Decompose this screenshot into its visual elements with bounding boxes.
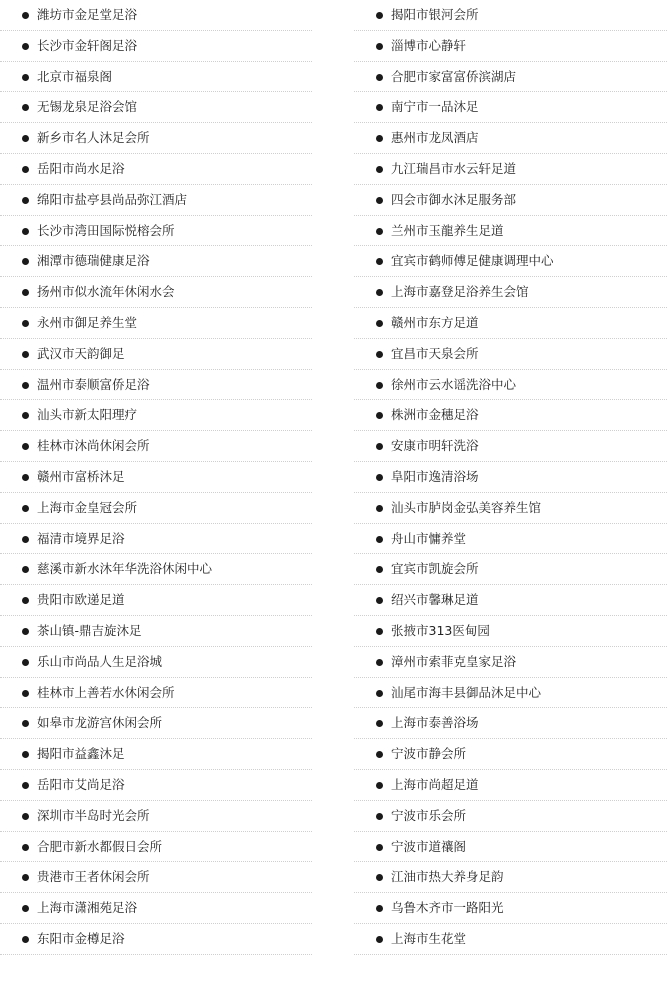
bullet-icon: [376, 43, 383, 50]
bullet-icon: [376, 566, 383, 573]
store-link[interactable]: 上海市潇湘苑足浴: [37, 900, 138, 916]
store-link[interactable]: 贵港市王者休闲会所: [37, 869, 150, 885]
store-list-item: [0, 185, 312, 216]
store-list-item: [354, 462, 667, 493]
store-list-item: [354, 616, 667, 647]
store-link[interactable]: 漳州市索菲克皇家足浴: [391, 653, 517, 669]
store-link[interactable]: 无锡龙泉足浴会馆: [37, 99, 138, 115]
store-list-item: [0, 62, 312, 93]
store-link[interactable]: 株洲市金穗足浴: [391, 407, 479, 423]
store-link[interactable]: 宁波市乐会所: [391, 807, 467, 823]
bullet-icon: [376, 289, 383, 296]
store-list-item: [354, 801, 667, 832]
store-list-item: [354, 400, 667, 431]
bullet-icon: [22, 597, 29, 604]
store-link[interactable]: 湘潭市德瑞健康足浴: [37, 253, 150, 269]
bullet-icon: [22, 12, 29, 19]
store-list-item: [0, 431, 312, 462]
bullet-icon: [376, 443, 383, 450]
store-link[interactable]: 岳阳市尚水足浴: [37, 160, 125, 176]
store-list-item: [0, 462, 312, 493]
store-list-item: [354, 708, 667, 739]
store-link[interactable]: 汕尾市海丰县御品沐足中心: [391, 684, 542, 700]
store-list-item: [0, 277, 312, 308]
bullet-icon: [376, 166, 383, 173]
bullet-icon: [376, 197, 383, 204]
store-link[interactable]: 江油市热大养身足韵: [391, 869, 504, 885]
store-list-item: [354, 431, 667, 462]
bullet-icon: [376, 720, 383, 727]
store-list-item: [354, 92, 667, 123]
right-store-list: [354, 0, 667, 955]
store-link[interactable]: 如皋市龙游宫休闲会所: [37, 715, 163, 731]
store-list-item: [354, 185, 667, 216]
bullet-icon: [22, 474, 29, 481]
store-list-item: [0, 339, 312, 370]
store-link[interactable]: 潍坊市金足堂足浴: [37, 7, 138, 22]
bullet-icon: [376, 135, 383, 142]
bullet-icon: [22, 536, 29, 543]
store-list-item: [354, 678, 667, 709]
store-list-item: [0, 893, 312, 924]
store-link[interactable]: 深圳市半岛时光会所: [37, 807, 150, 823]
store-list-item: [354, 493, 667, 524]
store-link[interactable]: 绍兴市馨琳足道: [391, 592, 479, 608]
bullet-icon: [22, 228, 29, 235]
store-link[interactable]: 慈溪市新水沐年华洗浴休闲中心: [37, 561, 213, 577]
bullet-icon: [22, 720, 29, 727]
bullet-icon: [22, 905, 29, 912]
bullet-icon: [376, 597, 383, 604]
store-list-item: [354, 585, 667, 616]
store-list-item: [0, 832, 312, 863]
bullet-icon: [376, 536, 383, 543]
bullet-icon: [376, 874, 383, 881]
store-link[interactable]: 揭阳市银河会所: [391, 7, 479, 22]
store-link[interactable]: 四会市御水沐足服务部: [391, 191, 517, 207]
store-link[interactable]: 南宁市一品沐足: [391, 99, 479, 115]
store-link[interactable]: 宜宾市鹤师傅足健康调理中心: [391, 253, 554, 269]
left-store-list: [0, 0, 312, 955]
bullet-icon: [376, 905, 383, 912]
bullet-icon: [22, 751, 29, 758]
store-list-item: [0, 616, 312, 647]
store-link[interactable]: 安康市明轩洗浴: [391, 438, 479, 454]
store-link[interactable]: 扬州市似水流年休闲水会: [37, 284, 175, 300]
store-link[interactable]: 惠州市龙凤酒店: [391, 130, 479, 146]
store-list-item: [0, 370, 312, 401]
store-link[interactable]: 揭阳市益鑫沐足: [37, 746, 125, 762]
store-list-item: [354, 246, 667, 277]
store-list-item: [0, 585, 312, 616]
bullet-icon: [376, 936, 383, 943]
store-list-item: [354, 524, 667, 555]
store-list-item: [0, 924, 312, 955]
store-link[interactable]: 汕头市新太阳理疗: [37, 407, 138, 423]
store-link[interactable]: 上海市嘉登足浴养生会馆: [391, 284, 529, 300]
bullet-icon: [376, 474, 383, 481]
store-list-item: [0, 739, 312, 770]
store-list-item: [354, 123, 667, 154]
store-list-item: [0, 801, 312, 832]
bullet-icon: [22, 166, 29, 173]
store-link[interactable]: 武汉市天韵御足: [37, 345, 125, 361]
bullet-icon: [376, 228, 383, 235]
bullet-icon: [376, 412, 383, 419]
store-link[interactable]: 宜宾市凯旋会所: [391, 561, 479, 577]
bullet-icon: [22, 104, 29, 111]
store-link[interactable]: 淄博市心静轩: [391, 37, 467, 53]
bullet-icon: [376, 74, 383, 81]
store-link[interactable]: 上海市金皇冠会所: [37, 499, 138, 515]
bullet-icon: [376, 659, 383, 666]
bullet-icon: [376, 690, 383, 697]
bullet-icon: [22, 628, 29, 635]
store-list-item: [354, 739, 667, 770]
store-link[interactable]: 汕头市胪岗金弘美容养生馆: [391, 499, 542, 515]
bullet-icon: [22, 505, 29, 512]
bullet-icon: [22, 813, 29, 820]
store-list-item: [354, 62, 667, 93]
bullet-icon: [22, 874, 29, 881]
store-list-item: [0, 154, 312, 185]
store-list-item: [354, 308, 667, 339]
bullet-icon: [22, 74, 29, 81]
bullet-icon: [22, 566, 29, 573]
store-link[interactable]: 福清市境界足浴: [37, 530, 125, 546]
store-link[interactable]: 桂林市沐尚休闲会所: [37, 438, 150, 454]
store-link[interactable]: 茶山镇-鼎吉旋沐足: [37, 622, 142, 638]
store-link[interactable]: 宁波市道禳阁: [391, 838, 467, 854]
store-list-item: [354, 216, 667, 247]
bullet-icon: [22, 659, 29, 666]
store-link[interactable]: 舟山市慵养堂: [391, 530, 467, 546]
store-link[interactable]: 永州市御足养生堂: [37, 314, 138, 330]
store-list-item: [0, 647, 312, 678]
store-link[interactable]: 上海市生花堂: [391, 930, 467, 946]
bullet-icon: [22, 443, 29, 450]
store-link[interactable]: 赣州市富桥沐足: [37, 468, 125, 484]
store-list-item: [354, 770, 667, 801]
bullet-icon: [376, 104, 383, 111]
store-list-item: [0, 524, 312, 555]
store-list-item: [0, 216, 312, 247]
bullet-icon: [22, 43, 29, 50]
store-link[interactable]: 上海市尚超足道: [391, 776, 479, 792]
bullet-icon: [22, 382, 29, 389]
store-link[interactable]: 东阳市金樽足浴: [37, 930, 125, 946]
bullet-icon: [22, 289, 29, 296]
store-list-item: [0, 308, 312, 339]
store-link[interactable]: 乐山市尚品人生足浴城: [37, 653, 163, 669]
store-link[interactable]: 新乡市名人沐足会所: [37, 130, 150, 146]
store-link[interactable]: 赣州市东方足道: [391, 314, 479, 330]
bullet-icon: [376, 12, 383, 19]
store-link[interactable]: 兰州市玉龍养生足道: [391, 222, 504, 238]
bullet-icon: [376, 813, 383, 820]
store-list-item: [0, 678, 312, 709]
bullet-icon: [22, 351, 29, 358]
store-list-item: [354, 862, 667, 893]
store-link[interactable]: 合肥市家富富侨滨湖店: [391, 68, 517, 84]
bullet-icon: [376, 382, 383, 389]
store-link[interactable]: 合肥市新水都假日会所: [37, 838, 163, 854]
store-link[interactable]: 北京市福泉阁: [37, 68, 113, 84]
bullet-icon: [376, 320, 383, 327]
bullet-icon: [22, 690, 29, 697]
bullet-icon: [22, 936, 29, 943]
bullet-icon: [22, 197, 29, 204]
store-list-item: [354, 277, 667, 308]
bullet-icon: [22, 412, 29, 419]
store-link[interactable]: 上海市泰善浴场: [391, 715, 479, 731]
store-link[interactable]: 桂林市上善若水休闲会所: [37, 684, 175, 700]
bullet-icon: [376, 751, 383, 758]
store-list-item: [0, 554, 312, 585]
store-list-item: [0, 0, 312, 31]
store-list-item: [354, 154, 667, 185]
store-list-item: [0, 862, 312, 893]
bullet-icon: [22, 258, 29, 265]
store-list-item: [354, 647, 667, 678]
store-link[interactable]: 阜阳市逸清浴场: [391, 468, 479, 484]
store-list-item: [354, 339, 667, 370]
store-list-item: [354, 554, 667, 585]
store-list-item: [354, 31, 667, 62]
bullet-icon: [22, 782, 29, 789]
store-list-item: [354, 832, 667, 863]
store-list-item: [0, 123, 312, 154]
store-link[interactable]: 徐州市云水谣洗浴中心: [391, 376, 517, 392]
store-link[interactable]: 贵阳市欧递足道: [37, 592, 125, 608]
store-link[interactable]: 九江瑞昌市水云轩足道: [391, 160, 517, 176]
store-link[interactable]: 温州市泰顺富侨足浴: [37, 376, 150, 392]
store-list-item: [0, 31, 312, 62]
store-link[interactable]: 宁波市静会所: [391, 746, 467, 762]
store-link[interactable]: 乌鲁木齐市一路阳光: [391, 900, 504, 916]
store-link[interactable]: 绵阳市盐亭县尚品弥江酒店: [37, 191, 188, 207]
store-list-item: [0, 400, 312, 431]
store-list-item: [0, 246, 312, 277]
bullet-icon: [376, 782, 383, 789]
store-list-item: [0, 708, 312, 739]
bullet-icon: [22, 844, 29, 851]
store-list-item: [354, 924, 667, 955]
store-list-item: [0, 493, 312, 524]
store-list-item: [354, 893, 667, 924]
store-link[interactable]: 张掖市313医甸园: [391, 622, 490, 638]
store-link[interactable]: 长沙市金轩阁足浴: [37, 37, 138, 53]
store-list-item: [354, 0, 667, 31]
store-link[interactable]: 岳阳市艾尚足浴: [37, 776, 125, 792]
bullet-icon: [376, 628, 383, 635]
store-list-item: [0, 92, 312, 123]
bullet-icon: [22, 320, 29, 327]
bullet-icon: [376, 844, 383, 851]
bullet-icon: [376, 505, 383, 512]
store-list-item: [354, 370, 667, 401]
store-link[interactable]: 长沙市湾田国际悦榕会所: [37, 222, 175, 238]
store-list-item: [0, 770, 312, 801]
bullet-icon: [376, 258, 383, 265]
store-link[interactable]: 宜昌市天泉会所: [391, 345, 479, 361]
bullet-icon: [22, 135, 29, 142]
bullet-icon: [376, 351, 383, 358]
